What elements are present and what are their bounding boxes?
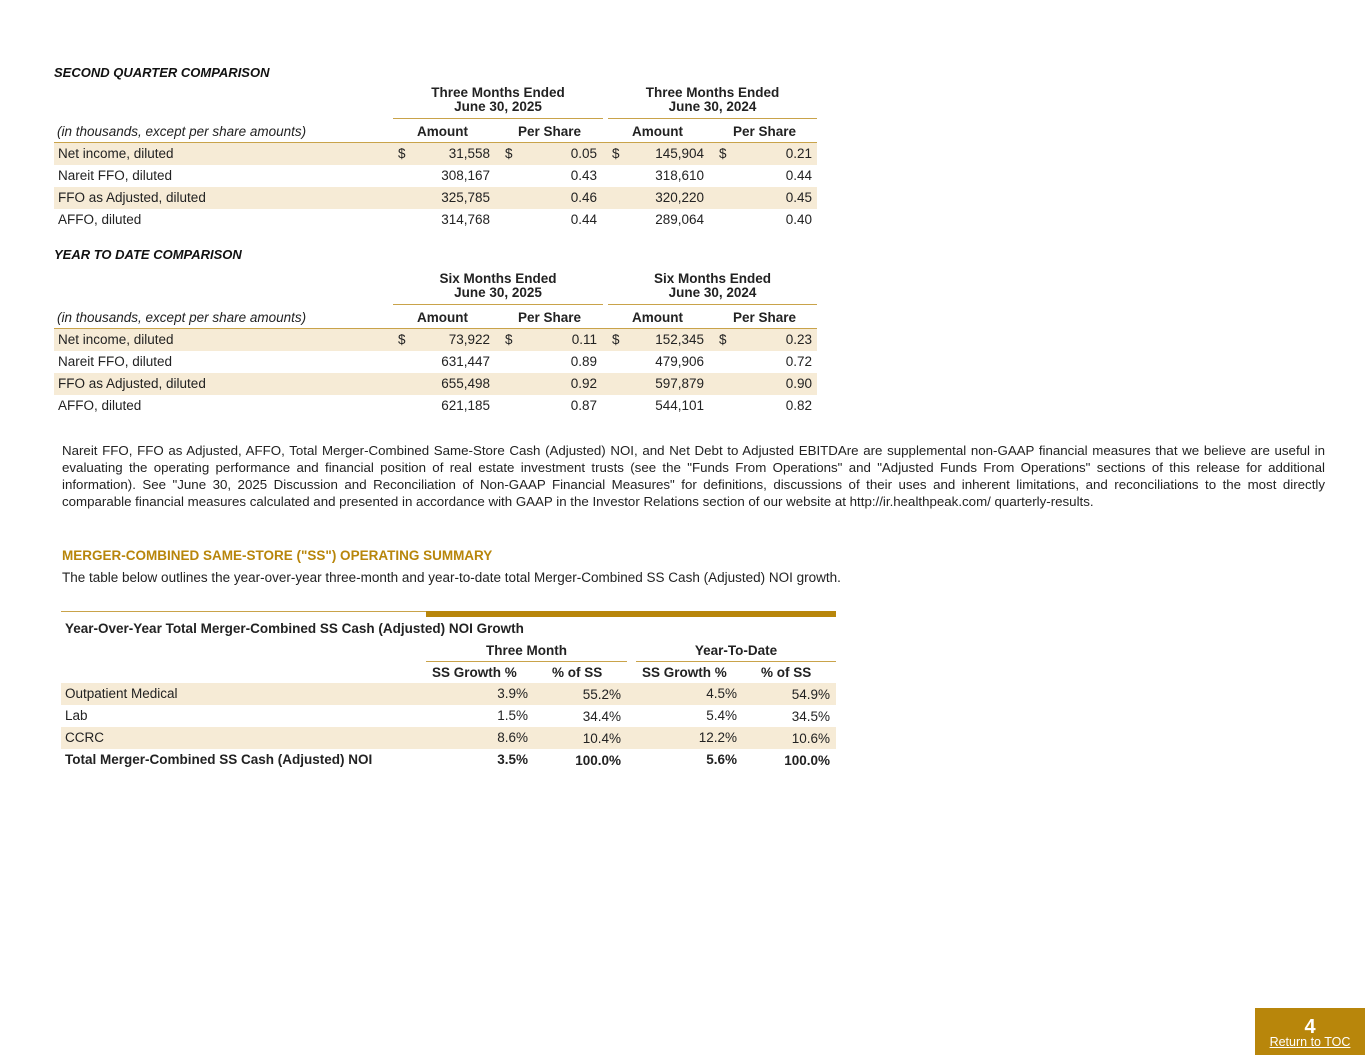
currency-symbol: $ bbox=[612, 146, 620, 161]
per-share-2024: 0.45 bbox=[785, 190, 812, 205]
row-label: CCRC bbox=[65, 730, 104, 745]
row-label: FFO as Adjusted, diluted bbox=[58, 190, 206, 205]
ytd-pct: 100.0% bbox=[784, 753, 830, 768]
col-amount: Amount bbox=[417, 310, 468, 325]
currency-symbol: $ bbox=[505, 146, 513, 161]
row-label: Nareit FFO, diluted bbox=[58, 354, 173, 369]
amount-2024: 289,064 bbox=[655, 212, 704, 227]
group-year-to-date: Year-To-Date bbox=[694, 643, 778, 658]
three-month-growth: 3.5% bbox=[497, 752, 528, 767]
group-rule bbox=[426, 661, 627, 662]
ss-section-intro: The table below outlines the year-over-year three-month and year-to-date total Merger-Combined SS Cash (Adjusted) NOI growth. bbox=[62, 570, 841, 585]
ytd-pct: 54.9% bbox=[791, 687, 830, 702]
ytd-pct: 10.6% bbox=[791, 731, 830, 746]
q2-section-title: SECOND QUARTER COMPARISON bbox=[54, 65, 270, 80]
ss-section-title: MERGER-COMBINED SAME-STORE ("SS") OPERATING SUMMARY bbox=[62, 548, 493, 563]
per-share-2024: 0.82 bbox=[785, 398, 812, 413]
row-label: AFFO, diluted bbox=[58, 398, 142, 413]
ytd-period-2025: Six Months Ended June 30, 2025 bbox=[393, 272, 603, 305]
col-amount: Amount bbox=[632, 310, 683, 325]
table-row bbox=[54, 187, 817, 209]
q2-table bbox=[54, 86, 817, 236]
currency-symbol: $ bbox=[398, 332, 406, 347]
per-share-2024: 0.23 bbox=[785, 332, 812, 347]
group-rule bbox=[636, 661, 836, 662]
table-top-bar bbox=[426, 611, 836, 617]
q2-column-header bbox=[54, 122, 817, 143]
table-row bbox=[54, 165, 817, 187]
ytd-period-2024: Six Months Ended June 30, 2024 bbox=[608, 272, 817, 305]
per-share-2025: 0.43 bbox=[570, 168, 597, 183]
return-to-toc-link[interactable]: Return to TOC bbox=[1269, 1035, 1351, 1049]
col-per-share: Per Share bbox=[518, 310, 582, 325]
col-pct-of-ss: % of SS bbox=[552, 665, 603, 680]
amount-2025: 73,922 bbox=[448, 332, 490, 347]
col-per-share: Per Share bbox=[518, 124, 582, 139]
table-row bbox=[61, 683, 836, 705]
table-row bbox=[61, 727, 836, 749]
per-share-2024: 0.72 bbox=[785, 354, 812, 369]
amount-2024: 152,345 bbox=[655, 332, 704, 347]
amount-2025: 621,185 bbox=[441, 398, 490, 413]
ytd-section-title: YEAR TO DATE COMPARISON bbox=[54, 247, 242, 262]
amount-2025: 308,167 bbox=[441, 168, 490, 183]
col-ss-growth: SS Growth % bbox=[642, 665, 727, 680]
row-label: FFO as Adjusted, diluted bbox=[58, 376, 206, 391]
three-month-pct: 55.2% bbox=[582, 687, 621, 702]
ytd-table bbox=[54, 272, 817, 422]
table-row bbox=[54, 373, 817, 395]
table-row bbox=[54, 329, 817, 351]
per-share-2025: 0.92 bbox=[570, 376, 597, 391]
row-label: Nareit FFO, diluted bbox=[58, 168, 173, 183]
group-three-month: Three Month bbox=[486, 643, 567, 658]
units-label: (in thousands, except per share amounts) bbox=[57, 310, 307, 325]
currency-symbol: $ bbox=[612, 332, 620, 347]
three-month-pct: 34.4% bbox=[582, 709, 621, 724]
col-amount: Amount bbox=[417, 124, 468, 139]
col-amount: Amount bbox=[632, 124, 683, 139]
per-share-2025: 0.89 bbox=[570, 354, 597, 369]
table-row bbox=[54, 143, 817, 165]
three-month-growth: 3.9% bbox=[497, 686, 528, 701]
row-label: Net income, diluted bbox=[58, 332, 174, 347]
row-label: Total Merger-Combined SS Cash (Adjusted) NOI bbox=[65, 752, 373, 767]
ytd-growth: 5.4% bbox=[706, 708, 737, 723]
ytd-growth: 4.5% bbox=[706, 686, 737, 701]
per-share-2025: 0.44 bbox=[570, 212, 597, 227]
return-to-toc-box bbox=[1255, 1008, 1365, 1055]
ytd-growth: 12.2% bbox=[698, 730, 737, 745]
currency-symbol: $ bbox=[719, 332, 727, 347]
amount-2024: 320,220 bbox=[655, 190, 704, 205]
per-share-2025: 0.46 bbox=[570, 190, 597, 205]
currency-symbol: $ bbox=[505, 332, 513, 347]
row-label: Lab bbox=[65, 708, 88, 723]
per-share-2025: 0.05 bbox=[570, 146, 597, 161]
currency-symbol: $ bbox=[398, 146, 406, 161]
amount-2025: 631,447 bbox=[441, 354, 490, 369]
col-per-share: Per Share bbox=[733, 310, 797, 325]
amount-2025: 325,785 bbox=[441, 190, 490, 205]
total-row bbox=[61, 749, 836, 771]
q2-period-2025: Three Months Ended June 30, 2025 bbox=[393, 86, 603, 119]
ytd-pct: 34.5% bbox=[791, 709, 830, 724]
ytd-column-header bbox=[54, 308, 817, 329]
q2-period-2024: Three Months Ended June 30, 2024 bbox=[608, 86, 817, 119]
amount-2024: 318,610 bbox=[655, 168, 704, 183]
amount-2025: 31,558 bbox=[448, 146, 490, 161]
col-pct-of-ss: % of SS bbox=[761, 665, 812, 680]
three-month-growth: 8.6% bbox=[497, 730, 528, 745]
table-top-rule bbox=[61, 611, 426, 612]
non-gaap-disclaimer: Nareit FFO, FFO as Adjusted, AFFO, Total Merger-Combined Same-Store Cash (Adjusted) NOI, and Net Debt to Adjusted EBITDAre are supplemental non-GAAP financial measures that we believe are useful in evaluating the operating performance and financial position of real estate investment trusts (see the "Funds From Operations" and "Adjusted Funds From Operations" sections of this release for additional information). See "June 30, 2025 Discussion and Reconciliation of Non-GAAP Financial Measures" for definitions, discussions of their uses and inherent limitations, and reconciliations to the most directly comparable financial measures calculated and presented in accordance with GAAP in the Investor Relations section of our website at http://ir.healthpeak.com/ quarterly-results. bbox=[62, 443, 1325, 509]
per-share-2024: 0.40 bbox=[785, 212, 812, 227]
per-share-2024: 0.21 bbox=[785, 146, 812, 161]
table-row bbox=[54, 209, 817, 231]
page-number: 4 bbox=[1304, 1016, 1316, 1038]
per-share-2024: 0.90 bbox=[785, 376, 812, 391]
per-share-2025: 0.11 bbox=[571, 332, 597, 347]
currency-symbol: $ bbox=[719, 146, 727, 161]
table-row bbox=[54, 395, 817, 417]
units-label: (in thousands, except per share amounts) bbox=[57, 124, 307, 139]
col-per-share: Per Share bbox=[733, 124, 797, 139]
per-share-2025: 0.87 bbox=[570, 398, 597, 413]
row-label: Outpatient Medical bbox=[65, 686, 178, 701]
ss-table-title: Year-Over-Year Total Merger-Combined SS Cash (Adjusted) NOI Growth bbox=[65, 621, 524, 636]
three-month-pct: 100.0% bbox=[575, 753, 621, 768]
ytd-growth: 5.6% bbox=[706, 752, 737, 767]
three-month-pct: 10.4% bbox=[582, 731, 621, 746]
table-row bbox=[61, 705, 836, 727]
row-label: Net income, diluted bbox=[58, 146, 174, 161]
amount-2024: 597,879 bbox=[655, 376, 704, 391]
amount-2024: 544,101 bbox=[655, 398, 704, 413]
col-ss-growth: SS Growth % bbox=[432, 665, 517, 680]
per-share-2024: 0.44 bbox=[785, 168, 812, 183]
three-month-growth: 1.5% bbox=[497, 708, 528, 723]
table-row bbox=[54, 351, 817, 373]
row-label: AFFO, diluted bbox=[58, 212, 142, 227]
amount-2024: 479,906 bbox=[655, 354, 704, 369]
amount-2025: 314,768 bbox=[441, 212, 490, 227]
amount-2025: 655,498 bbox=[441, 376, 490, 391]
amount-2024: 145,904 bbox=[655, 146, 704, 161]
